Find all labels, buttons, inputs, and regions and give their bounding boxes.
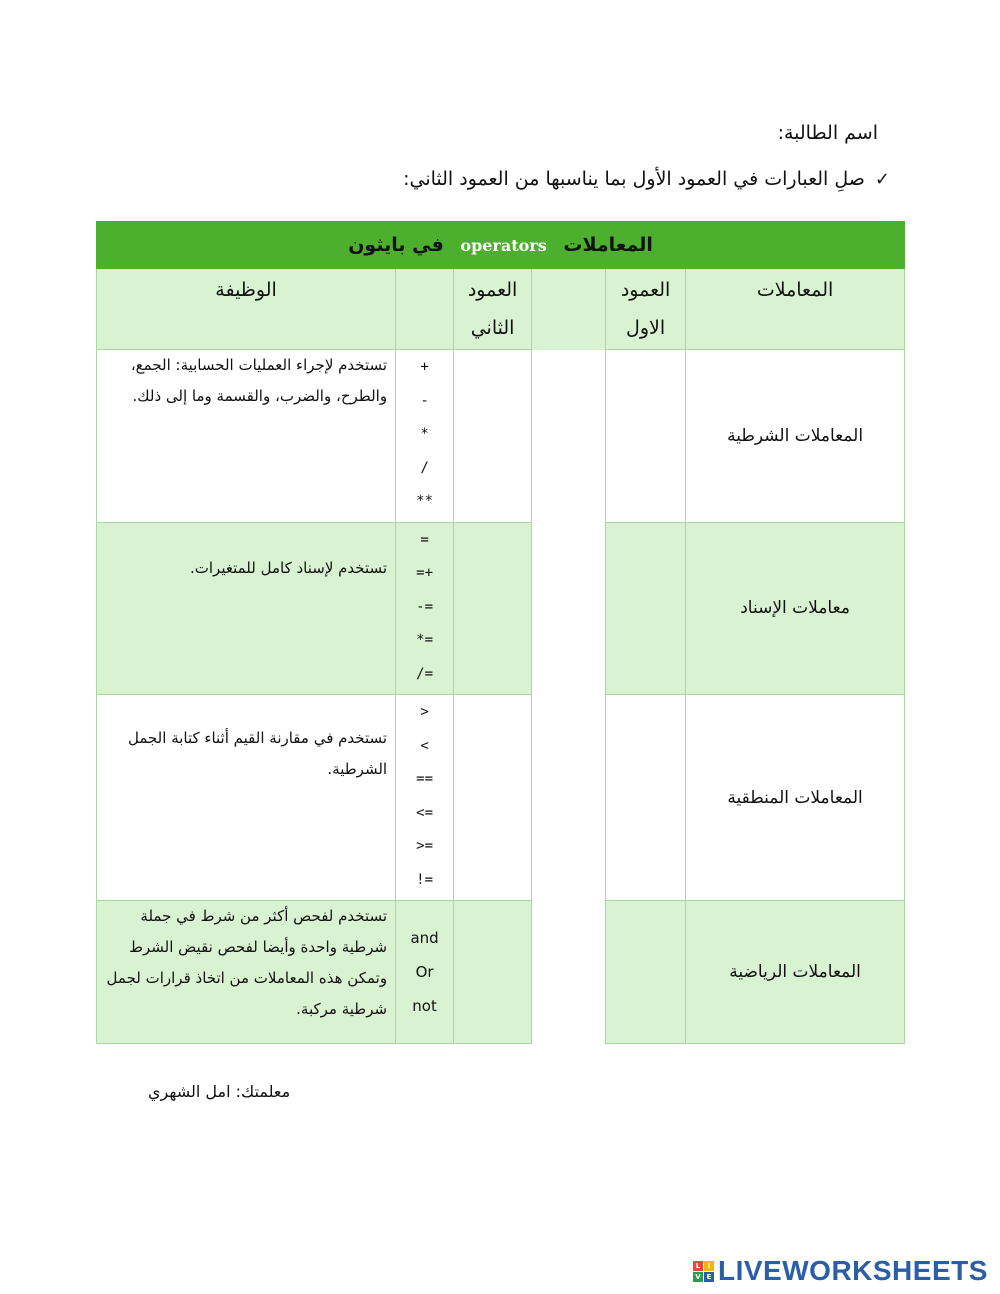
second-column-cell[interactable] [454,695,532,901]
col-header-ops [396,269,454,350]
operator: /= [416,665,433,682]
operators-table [96,221,905,1044]
first-column-cell[interactable] [606,695,686,901]
title-ar-2: في بايثون [348,234,444,256]
operator: and [410,929,439,947]
row-name: معاملات الإسناد [686,522,905,695]
instruction [403,168,890,190]
liveworksheets-logo [693,1255,988,1287]
operator: Or [415,963,434,981]
first-column-cell[interactable] [606,901,686,1044]
second-column-cell[interactable] [454,350,532,523]
second-column-cell[interactable] [454,522,532,695]
operator: not [412,997,437,1015]
instruction-text: صلِ العبارات في العمود الأول بما يناسبها من العمود الثاني: [403,168,865,190]
operator-symbols [396,350,454,523]
function-description: تستخدم في مقارنة القيم أثناء كتابة الجمل الشرطية. [97,695,396,901]
col-header-first: العمود الاول [606,269,686,350]
function-description: تستخدم لفحص أكثر من شرط في جملة شرطية واحدة وأيضا لفحص نقيض الشرط وتمكن هذه المعاملات من اتخاذ قرارات لجمل شرطية مركبة. [97,901,396,1044]
col-header-operators: المعاملات [686,269,905,350]
operator: = [420,531,429,548]
teacher-name: معلمتك: امل الشهري [148,1082,291,1101]
operator: * [420,426,429,442]
operator: <= [416,804,433,821]
operator: > [420,704,429,720]
row-name: المعاملات الشرطية [686,350,905,523]
first-column-cell[interactable] [606,522,686,695]
connect-gap[interactable] [532,350,606,1044]
student-name-label: اسم الطالبة: [777,122,878,144]
logo-cube-icon [693,1261,714,1282]
logo-cube-letter: L [693,1261,703,1271]
operator: >= [416,838,433,854]
first-column-cell[interactable] [606,350,686,523]
operator-words [396,901,454,1044]
operator-symbols [396,522,454,695]
title-ar-1: المعاملات [563,234,653,256]
logo-cube-letter: V [693,1272,703,1282]
operator: =+ [416,565,433,581]
operator-symbols [396,695,454,901]
table-title [97,222,905,269]
operator: -= [416,598,433,615]
operator: + [420,359,429,375]
operator: *= [416,632,433,648]
title-en: operators [460,236,547,255]
col-header-second: العمود الثاني [454,269,532,350]
row-name: المعاملات المنطقية [686,695,905,901]
col-gap [532,269,606,350]
logo-cube-letter: I [704,1261,714,1271]
operator: != [416,871,433,888]
logo-wordmark: LIVEWORKSHEETS [718,1255,988,1286]
row-name: المعاملات الرياضية [686,901,905,1044]
operator: / [420,459,429,476]
operator: - [420,392,429,409]
col-header-function: الوظيفة [97,269,396,350]
operator: < [420,737,429,754]
function-description: تستخدم لإسناد كامل للمتغيرات. [97,522,396,695]
operator: == [416,771,433,787]
function-description: تستخدم لإجراء العمليات الحسابية: الجمع، والطرح، والضرب، والقسمة وما إلى ذلك. [97,350,396,523]
second-column-cell[interactable] [454,901,532,1044]
logo-cube-letter: E [704,1272,714,1282]
checkmark-icon: ✓ [874,168,890,190]
operator: ** [416,493,433,509]
